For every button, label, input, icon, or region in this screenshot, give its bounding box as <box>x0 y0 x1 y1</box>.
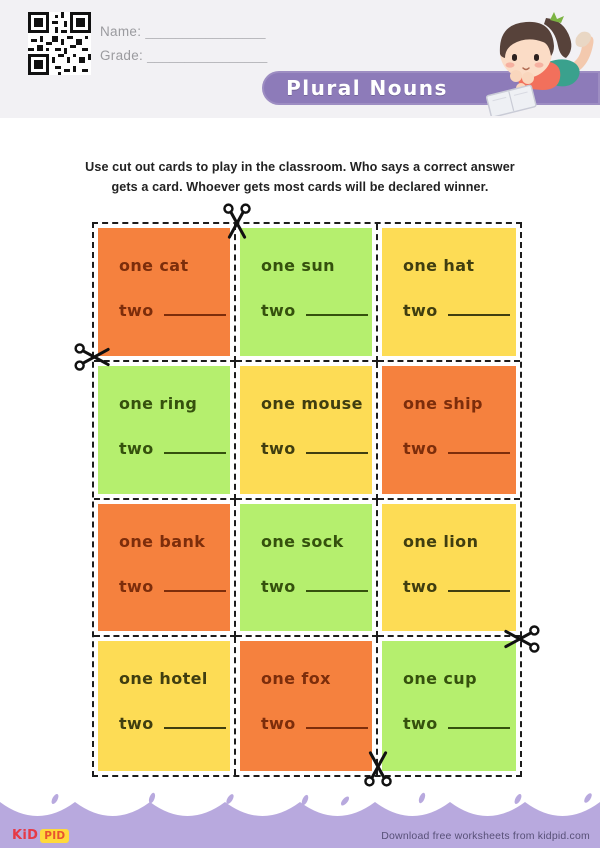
cut-card <box>94 362 236 500</box>
cut-card <box>378 500 520 638</box>
card-singular-label: one ring <box>119 393 198 413</box>
cut-card <box>94 224 236 362</box>
instructions-line2: gets a card. Whoever gets most cards will be declared winner. <box>111 179 489 194</box>
card-plural-prefix: two <box>403 438 438 458</box>
card-singular-label: one sock <box>261 531 344 551</box>
cut-card <box>378 637 520 775</box>
card-singular-label: one lion <box>403 531 479 551</box>
cut-card <box>236 637 378 775</box>
cut-card <box>236 500 378 638</box>
kidpid-logo[interactable] <box>12 828 69 843</box>
student-fields <box>100 20 267 68</box>
scissors-icon <box>359 750 397 788</box>
card-plural-prefix: two <box>119 301 154 320</box>
card-singular-label: one hotel <box>119 669 208 689</box>
grade-write-line[interactable]: ________________ <box>147 48 268 63</box>
answer-blank[interactable] <box>448 577 510 592</box>
card-singular-label: one ship <box>403 393 483 413</box>
card-singular-label: one bank <box>119 531 206 551</box>
answer-blank[interactable] <box>448 714 510 729</box>
card-plural-prefix: two <box>119 714 154 734</box>
grade-field[interactable] <box>100 44 267 68</box>
card-plural-prefix: two <box>403 714 438 734</box>
card-singular-label: one cup <box>403 669 477 689</box>
card-plural-prefix: two <box>403 301 438 320</box>
logo-pid-badge: PID <box>40 829 69 843</box>
name-write-line[interactable]: ________________ <box>145 24 266 39</box>
card-plural-prefix: two <box>119 438 154 458</box>
card-singular-label: one cat <box>119 256 189 275</box>
logo-kid-text: KiD <box>12 828 39 843</box>
card-plural-prefix: two <box>261 714 296 734</box>
cut-card <box>236 362 378 500</box>
footer-droplets <box>50 792 593 807</box>
cut-card <box>378 362 520 500</box>
page-title: Plural Nouns <box>286 76 448 100</box>
name-label: Name: <box>100 24 142 39</box>
answer-blank[interactable] <box>306 714 368 729</box>
card-plural-prefix: two <box>261 576 296 596</box>
card-plural-prefix: two <box>261 438 296 458</box>
grade-label: Grade: <box>100 48 144 63</box>
footer <box>0 792 600 848</box>
cut-out-card-grid <box>92 222 522 777</box>
cut-card <box>378 224 520 362</box>
instructions <box>0 158 600 197</box>
card-plural-prefix: two <box>119 576 154 596</box>
answer-blank[interactable] <box>306 577 368 592</box>
instructions-line1: Use cut out cards to play in the classroom. Who says a correct answer <box>85 160 515 174</box>
answer-blank[interactable] <box>448 439 510 454</box>
cut-card <box>236 224 378 362</box>
card-plural-prefix: two <box>261 301 296 320</box>
answer-blank[interactable] <box>306 301 368 316</box>
card-singular-label: one mouse <box>261 393 363 413</box>
answer-blank[interactable] <box>164 714 226 729</box>
answer-blank[interactable] <box>448 301 510 316</box>
answer-blank[interactable] <box>164 577 226 592</box>
card-singular-label: one fox <box>261 669 331 689</box>
answer-blank[interactable] <box>164 439 226 454</box>
answer-blank[interactable] <box>164 301 226 316</box>
cut-card <box>94 500 236 638</box>
reading-girl-illustration <box>480 4 598 116</box>
scissors-icon <box>218 202 256 240</box>
name-field[interactable] <box>100 20 267 44</box>
answer-blank[interactable] <box>306 439 368 454</box>
scissors-icon <box>503 620 541 658</box>
card-plural-prefix: two <box>403 576 438 596</box>
card-singular-label: one hat <box>403 256 475 275</box>
scissors-icon <box>73 338 111 376</box>
download-link[interactable]: Download free worksheets from kidpid.com <box>381 830 590 842</box>
qr-code <box>28 12 91 75</box>
cut-card <box>94 637 236 775</box>
card-singular-label: one sun <box>261 256 335 275</box>
